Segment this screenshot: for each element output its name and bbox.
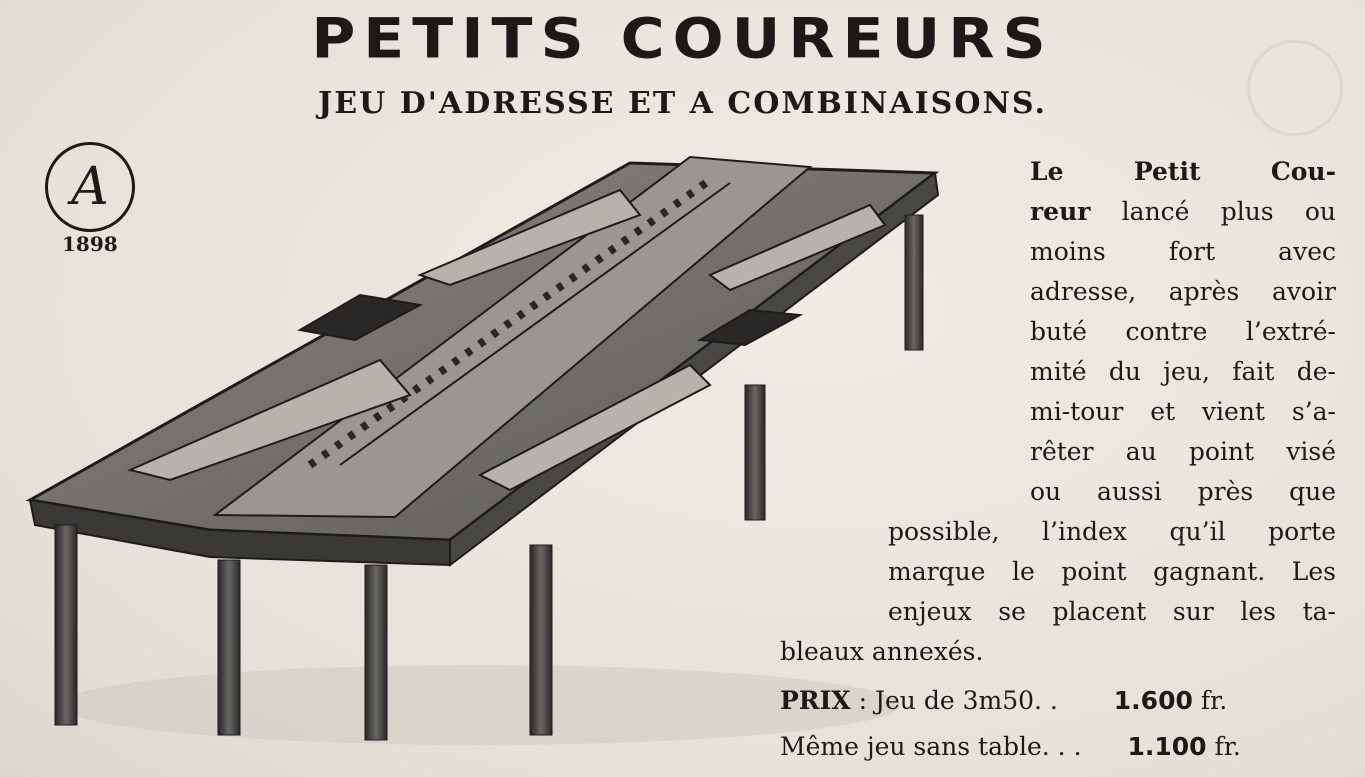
price-row2-value: 1.100 (1127, 732, 1207, 761)
description-line: moins fort avec (1030, 237, 1336, 266)
description-line: ou aussi près que (1030, 477, 1336, 506)
price-row-without-table (780, 732, 1241, 761)
seal-letter: A (71, 157, 109, 217)
description-line: possible, l’index qu’il porte (888, 517, 1336, 546)
description-line: rêter au point visé (1030, 437, 1336, 466)
price-label: PRIX (780, 686, 851, 715)
game-table-illustration (10, 145, 950, 765)
description-line-bold: reur (1030, 197, 1091, 226)
description-lead: Le Petit Cou- (1030, 157, 1336, 186)
description-line: mité du jeu, fait de- (1030, 357, 1336, 386)
price-row-full (780, 686, 1227, 715)
description-line: adresse, après avoir (1030, 277, 1336, 306)
description-line-text: lancé plus ou (1121, 197, 1336, 226)
page-subtitle: JEU D'ADRESSE ET A COMBINAISONS. (318, 86, 1047, 121)
description-line: buté contre l’extré- (1030, 317, 1336, 346)
price-row1-value: 1.600 (1113, 686, 1193, 715)
price-row1-text: : Jeu de 3m50. . (858, 686, 1058, 715)
description-line: bleaux annexés. (780, 637, 984, 666)
price-row1-currency: fr. (1200, 686, 1228, 715)
description-line: mi-tour et vient s’a- (1030, 397, 1336, 426)
page-title: PETITS COUREURS (311, 6, 1054, 72)
description-line: marque le point gagnant. Les (888, 557, 1336, 586)
price-row2-currency: fr. (1214, 732, 1241, 761)
description-wide-lines (888, 512, 1336, 632)
description-last-line (780, 632, 1080, 672)
description-right-column (1030, 152, 1336, 512)
price-row2-text: Même jeu sans table. . . (780, 732, 1082, 761)
description-line (1030, 192, 1336, 232)
seal-year: 1898 (62, 232, 118, 256)
description-line: enjeux se placent sur les ta- (888, 597, 1336, 626)
